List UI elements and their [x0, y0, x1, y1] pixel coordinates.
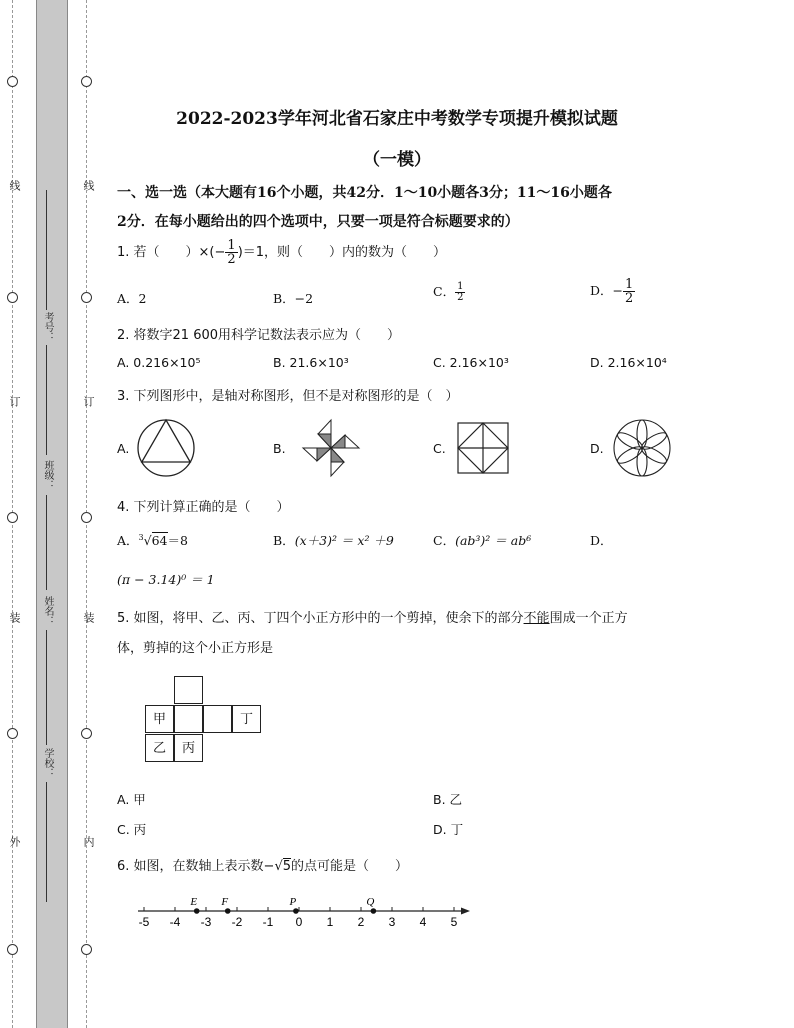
- q5-option-a: A. 甲: [117, 792, 146, 807]
- q5-option-d: D. 丁: [433, 822, 464, 837]
- hole-circle: [81, 76, 92, 87]
- number-line-tick-label: -5: [138, 915, 150, 929]
- q4-option-d-expression: (π − 3.14)⁰ ＝ 1: [117, 572, 215, 587]
- margin-label-inner: 线: [82, 180, 95, 191]
- question-4: 4. 下列计算正确的是（ ）: [117, 500, 290, 515]
- fraction-denominator: 2: [457, 292, 464, 303]
- option-label: C．: [433, 533, 456, 548]
- number-line-tick-label: -2: [231, 915, 243, 929]
- number-line-point-label: E: [190, 896, 198, 908]
- number-line-tick-label: 5: [450, 915, 458, 929]
- hole-circle: [81, 512, 92, 523]
- q3-figure-b-pinwheel: [298, 418, 364, 478]
- q2-option-b: B. 21.6×10³: [273, 355, 349, 370]
- q1-option-c: [433, 282, 465, 303]
- option-label: A．: [117, 533, 139, 548]
- q1-option-a: A．2: [117, 291, 147, 306]
- q1-c-fraction: [455, 282, 465, 303]
- hole-circle: [7, 728, 18, 739]
- margin-label-inner: 内: [82, 836, 95, 847]
- question-2: 2. 将数字21 600用科学记数法表示应为（ ）: [117, 328, 401, 343]
- page-subtitle: （一模）: [363, 150, 431, 170]
- q4-option-b: [273, 531, 394, 549]
- number-line-tick-label: 1: [326, 915, 334, 929]
- number-line-point-label: P: [289, 896, 297, 908]
- question-1: [117, 239, 446, 266]
- fraction-denominator: 2: [625, 291, 634, 306]
- q4-option-c: [433, 531, 531, 549]
- hole-circle: [81, 944, 92, 955]
- net-cell-top: [174, 676, 203, 704]
- q1-option-b: B．−2: [273, 291, 314, 306]
- number-line-point: [194, 908, 200, 914]
- number-line-tick-label: -1: [262, 915, 274, 929]
- number-line-point: [225, 908, 231, 914]
- student-id-label: 考号：: [42, 312, 53, 342]
- hole-circle: [7, 292, 18, 303]
- margin-label-inner: 装: [82, 612, 95, 623]
- radical-sign: √: [274, 859, 283, 874]
- number-line-tick-label: 2: [357, 915, 365, 929]
- q2-option-c: C. 2.16×10³: [433, 355, 509, 370]
- number-line: [130, 890, 480, 936]
- radicand: 64: [151, 533, 168, 548]
- margin-label-outer: 线: [8, 180, 21, 191]
- q5-text: 5. 如图，将甲、乙、丙、丁四个小正方形中的一个剪掉，使余下的部分: [117, 611, 524, 626]
- q3-figure-c-square: [457, 422, 509, 474]
- section-heading: 一、选一选（本大题有16个小题，共42分．1～10小题各3分；11～16小题各: [117, 185, 612, 201]
- hole-circle: [7, 512, 18, 523]
- info-underline: [46, 782, 47, 902]
- question-5: [117, 607, 628, 626]
- radicand: 5: [282, 859, 292, 874]
- option-label: D．−: [590, 283, 623, 298]
- net-cell-yi: 乙: [145, 734, 174, 762]
- page-title: 2022-2023学年河北省石家庄中考数学专项提升模拟试题: [176, 109, 618, 129]
- question-3: 3. 下列图形中，是轴对称图形，但不是对称图形的是（ ）: [117, 389, 459, 404]
- fraction-numerator: 1: [625, 277, 634, 292]
- number-line-tick-label: -3: [200, 915, 212, 929]
- q4-a-result: ＝8: [167, 533, 188, 548]
- q3-option-b-label: B.: [273, 441, 286, 456]
- hole-circle: [81, 728, 92, 739]
- q3-figure-a-circle-triangle: [136, 418, 196, 478]
- q3-option-d-label: D.: [590, 441, 604, 456]
- q3-option-a-label: A.: [117, 441, 130, 456]
- q2-option-d: D. 2.16×10⁴: [590, 355, 667, 370]
- number-line-point-label: Q: [366, 896, 375, 908]
- number-line-tick-label: 4: [419, 915, 427, 929]
- net-cell-bing: 丙: [174, 734, 203, 762]
- fraction-numerator: 1: [227, 238, 236, 253]
- q1-fraction: [225, 239, 237, 266]
- q4-b-expression: (x＋3)² ＝ x² ＋9: [294, 533, 394, 548]
- q4-option-a: [117, 531, 188, 549]
- binding-strip: [36, 0, 68, 1028]
- q5-underlined-word: 不能: [523, 611, 550, 626]
- q2-option-a: A. 0.216×10⁵: [117, 355, 201, 370]
- info-underline: [46, 190, 47, 310]
- option-label: B．: [273, 533, 295, 548]
- number-line-point: [293, 908, 299, 914]
- number-line-tick-label: 0: [295, 915, 303, 929]
- name-label: 姓名：: [42, 596, 53, 626]
- q1-text-prefix: 1. 若（ ）×(−: [117, 245, 226, 260]
- number-line-tick-label: -4: [169, 915, 181, 929]
- class-label: 班级：: [42, 460, 53, 490]
- margin-label-outer: 订: [8, 396, 21, 407]
- margin-label-outer: 装: [8, 612, 21, 623]
- net-cell-middle: [203, 705, 232, 733]
- q6-text: 6. 如图，在数轴上表示数−: [117, 859, 275, 874]
- radical-sign: √: [143, 533, 152, 548]
- question-5-cont: 体，剪掉的这个小正方形是: [117, 641, 274, 656]
- hole-circle: [7, 76, 18, 87]
- q5-option-b: B. 乙: [433, 792, 463, 807]
- number-line-point-label: F: [221, 896, 229, 908]
- number-line-point: [371, 908, 377, 914]
- number-line-arrow: [461, 908, 470, 915]
- hole-circle: [7, 944, 18, 955]
- q6-text-cont: 的点可能是（ ）: [291, 859, 409, 874]
- info-underline: [46, 495, 47, 590]
- hole-circle: [81, 292, 92, 303]
- info-underline: [46, 630, 47, 745]
- option-label: C．: [433, 284, 456, 299]
- q1-d-fraction: [623, 278, 635, 305]
- net-cell-middle: [174, 705, 203, 733]
- net-cell-jia: 甲: [145, 705, 174, 733]
- q4-c-expression: (ab³)² ＝ ab⁶: [455, 533, 532, 548]
- net-cell-ding: 丁: [232, 705, 261, 733]
- fraction-numerator: 1: [457, 281, 464, 292]
- margin-label-inner: 订: [82, 396, 95, 407]
- q4-option-d-label: D．: [590, 533, 613, 548]
- info-underline: [46, 345, 47, 455]
- school-label: 学校：: [42, 748, 53, 778]
- q5-text-cont: 围成一个正方: [549, 611, 628, 626]
- number-line-tick-label: 3: [388, 915, 396, 929]
- q5-option-c: C. 丙: [117, 822, 147, 837]
- q1-text-suffix: )＝1，则（ ）内的数为（ ）: [237, 245, 447, 260]
- root-index: 3: [138, 532, 144, 542]
- margin-label-outer: 外: [8, 836, 21, 847]
- q1-option-d: [590, 278, 635, 305]
- q3-option-c-label: C.: [433, 441, 446, 456]
- section-heading-cont: 2分．在每小题给出的四个选项中，只要一项是符合标题要求的）: [117, 214, 519, 230]
- fraction-denominator: 2: [227, 252, 236, 267]
- question-6: [117, 855, 408, 874]
- q3-figure-d-flower: [612, 418, 672, 478]
